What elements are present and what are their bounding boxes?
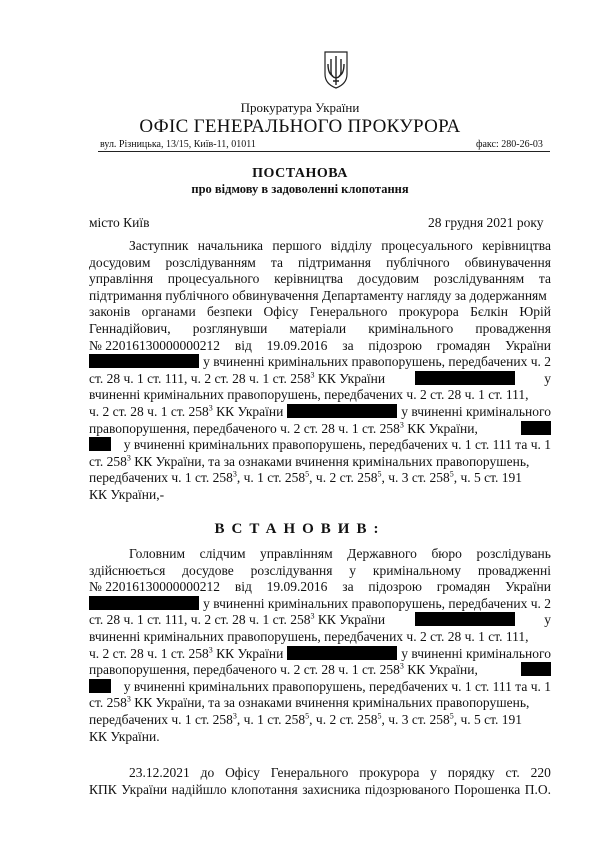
- text-line: КПК України надійшло клопотання захисника підозрюваного Порошенка П.О.: [89, 781, 551, 797]
- redaction-block: [521, 662, 551, 676]
- text-line: у вчиненні кримінальних правопорушень, передбачених ч. 2: [89, 354, 551, 371]
- text-line: № 22016130000000212 від 19.09.2016 за підозрою громадян України: [89, 579, 551, 595]
- text-line: КК України.: [89, 728, 160, 744]
- text-line: передбачених ч. 1 ст. $258^3$, ч. 1 ст. $258^5$, ч. 2 ст. $258^5$, ч. 3 ст. $258^5$, ч. 5 ст. 191: [89, 469, 523, 486]
- office-fax: факс: 280-26-03: [476, 139, 543, 150]
- document-subtitle: про відмову в задоволенні клопотання: [191, 182, 409, 196]
- text-line: досудовим розслідуванням та підтримання публічного обвинувачення: [89, 254, 551, 270]
- document-title: ПОСТАНОВА: [252, 166, 348, 181]
- text-line: ст. $258^3$ КК України, та за ознаками вчинення кримінальних правопорушень,: [89, 453, 530, 469]
- text-line: ст. 28 ч. 1 ст. 111, ч. 2 ст. 28 ч. 1 ст. $258^3$ КК України у: [89, 611, 551, 628]
- redaction-block: [415, 612, 515, 626]
- redaction-block: [89, 596, 199, 610]
- text-line: передбачених ч. 1 ст. $258^3$, ч. 1 ст. $258^5$, ч. 2 ст. $258^5$, ч. 3 ст. $258^5$, ч. 5 ст. 191: [89, 711, 523, 727]
- document-place: місто Київ: [89, 215, 150, 230]
- text-line: вчиненні кримінальних правопорушень, передбачених ч. 2 ст. 28 ч. 1 ст. 111,: [89, 628, 529, 644]
- office-name: ОФІС ГЕНЕРАЛЬНОГО ПРОКУРОРА: [139, 116, 461, 137]
- text-line: правопорушення, передбаченого ч. 2 ст. 28 ч. 1 ст. $258^3$ КК України,: [89, 421, 551, 438]
- paragraph-findings: [89, 546, 551, 745]
- text-line: управління процесуального керівництва досудовим розслідуванням та: [89, 271, 551, 287]
- text-line: у вчиненні кримінальних правопорушень, передбачених ч. 1 ст. 111 та ч. 1: [89, 679, 551, 696]
- text-line: у вчиненні кримінальних правопорушень, передбачених ч. 1 ст. 111 та ч. 1: [89, 437, 551, 454]
- redaction-block: [287, 646, 397, 660]
- text-line: ст. $258^3$ КК України, та за ознаками вчинення кримінальних правопорушень,: [89, 694, 530, 711]
- text-line: ч. 2 ст. 28 ч. 1 ст. $258^3$ КК України у вчиненні кримінального: [89, 645, 551, 661]
- text-line: законів органами безпеки Офісу Генерального прокурора Бєлкін Юрій: [89, 304, 551, 320]
- paragraph-motion: [89, 765, 551, 798]
- office-address: вул. Різницька, 13/15, Київ-11, 01011: [100, 139, 256, 150]
- text-line: КК України,-: [89, 486, 165, 502]
- text-line: правопорушення, передбаченого ч. 2 ст. 28 ч. 1 ст. $258^3$ КК України,: [89, 662, 551, 679]
- section-heading: ВСТАНОВИВ:: [214, 521, 386, 537]
- redaction-block: [287, 404, 397, 418]
- redaction-block: [89, 437, 111, 451]
- redaction-block: [415, 371, 515, 385]
- redaction-block: [521, 421, 551, 435]
- redaction-block: [89, 679, 111, 693]
- text-line: 23.12.2021 до Офісу Генерального прокурора у порядку ст. 220: [129, 765, 551, 780]
- text-line: № 22016130000000212 від 19.09.2016 за підозрою громадян України: [89, 337, 551, 353]
- text-line: Геннадійович, розглянувши матеріали кримінального провадження: [89, 320, 551, 336]
- text-line: у вчиненні кримінальних правопорушень, передбачених ч. 2: [89, 596, 551, 613]
- redaction-block: [89, 354, 199, 368]
- text-line: вчиненні кримінальних правопорушень, передбачених ч. 2 ст. 28 ч. 1 ст. 111,: [89, 387, 529, 403]
- text-line: Головним слідчим управлінням Державного бюро розслідувань: [129, 546, 551, 561]
- text-line: ч. 2 ст. 28 ч. 1 ст. $258^3$ КК України у вчиненні кримінального: [89, 403, 551, 419]
- text-line: Заступник начальника першого відділу процесуального керівництва: [129, 238, 551, 253]
- agency-name: Прокуратура України: [240, 100, 360, 115]
- document-date: 28 грудня 2021 року: [428, 215, 544, 230]
- header-divider: [98, 151, 550, 152]
- text-line: ст. 28 ч. 1 ст. 111, ч. 2 ст. 28 ч. 1 ст. $258^3$ КК України у: [89, 370, 551, 386]
- text-line: здійснюється досудове розслідування у кримінальному провадженні: [89, 562, 551, 578]
- paragraph-preamble: [89, 238, 551, 504]
- text-line: підтримання публічного обвинувачення Департаменту нагляду за додержанням: [89, 287, 547, 303]
- trident-emblem-icon: [322, 50, 350, 90]
